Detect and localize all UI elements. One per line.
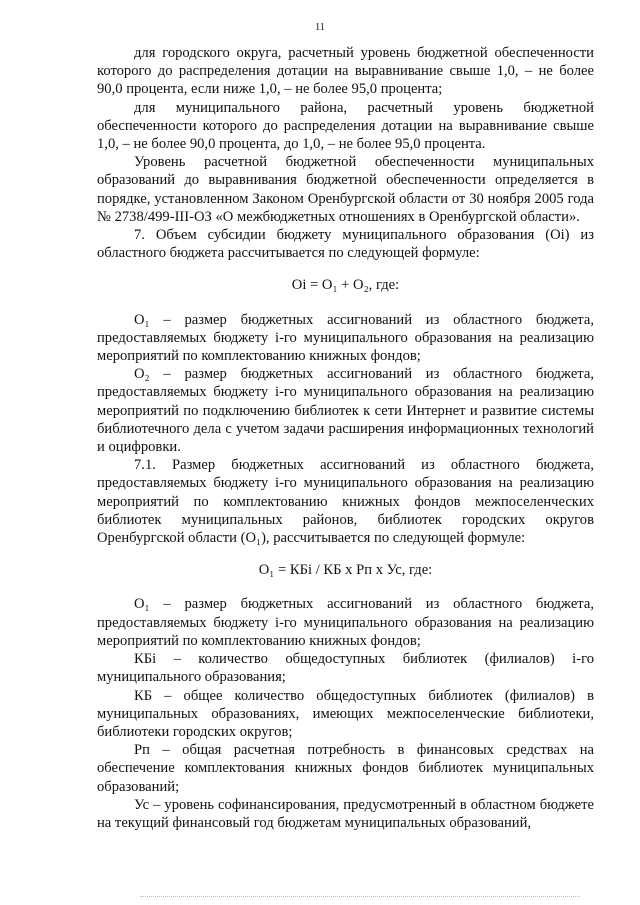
paragraph-city-district-limit: для городского округа, расчетный уровень бюджетной обеспеченности которого до распределения дотации на выравнивание свыше 1,0, – не более 90,0 процента, если ниже 1,0, – не более 95,0 процента;	[97, 45, 594, 98]
document-body	[97, 44, 594, 832]
paragraph-7-1: 7.1. Размер бюджетных ассигнований из областного бюджета, предоставляемых бюджету i-го муниципального образования на реализацию мероприятий по комплектованию книжных фондов межпоселенческих библиотек муниципальных районов, библиотек городских округов Оренбургской области (О₁), рассчитывается по следующей формуле:	[97, 457, 594, 547]
formula-o1: О₁ = КБi / КБ х Рп х Ус, где:	[258, 562, 433, 579]
scan-bottom-edge	[140, 896, 580, 899]
paragraph-o1-definition: О₁ – размер бюджетных ассигнований из областного бюджета, предоставляемых бюджету i-го муниципального образования на реализацию мероприятий по комплектованию книжных фондов;	[97, 311, 594, 365]
paragraph-o2-definition: О₂ – размер бюджетных ассигнований из областного бюджета, предоставляемых бюджету i-го муниципального образования на реализацию мероприятий по подключению библиотек к сети Интернет и развитие системы библиотечного дела с учетом задачи расширения информационных технологий и оцифровки.	[97, 366, 594, 456]
formula-subsidy-total: Оi = О₁ + О₂, где:	[291, 277, 400, 294]
paragraph-municipal-district-limit: для муниципального района, расчетный уровень бюджетной обеспеченности которого до распределения дотации на выравнивание свыше 1,0, – не более 90,0 процента, до 1,0, – не более 95,0 процента.	[97, 99, 594, 153]
paragraph-rp-definition: Рп – общая расчетная потребность в финансовых средствах на обеспечение комплектования книжных фондов библиотек муниципальных образований;	[97, 742, 594, 795]
page-number: 11	[315, 22, 325, 33]
paragraph-budget-provision-level: Уровень расчетной бюджетной обеспеченности муниципальных образований до выравнивания бюджетной обеспеченности определяется в порядке, установленном Законом Оренбургской области от 30 ноября 2005 года № 2738/499-III-ОЗ «О межбюджетных отношениях в Оренбургской области».	[97, 154, 594, 225]
paragraph-kbi-definition: КБi – количество общедоступных библиотек (филиалов) i-го муниципального образования;	[97, 651, 594, 686]
paragraph-kb-definition: КБ – общее количество общедоступных библиотек (филиалов) в муниципальных образованиях, имеющих межпоселенческие библиотеки, библиотеки городских округов;	[97, 687, 594, 740]
paragraph-o1-repeat: О₁ – размер бюджетных ассигнований из областного бюджета, предоставляемых бюджету i-го муниципального образования на реализацию мероприятий по комплектованию книжных фондов;	[97, 596, 594, 649]
paragraph-us-definition: Ус – уровень софинансирования, предусмотренный в областном бюджете на текущий финансовый год бюджетам муниципальных образований,	[97, 796, 594, 831]
paragraph-subsidy-volume: 7. Объем субсидии бюджету муниципального образования (Оi) из областного бюджета рассчитывается по следующей формуле:	[97, 227, 594, 262]
